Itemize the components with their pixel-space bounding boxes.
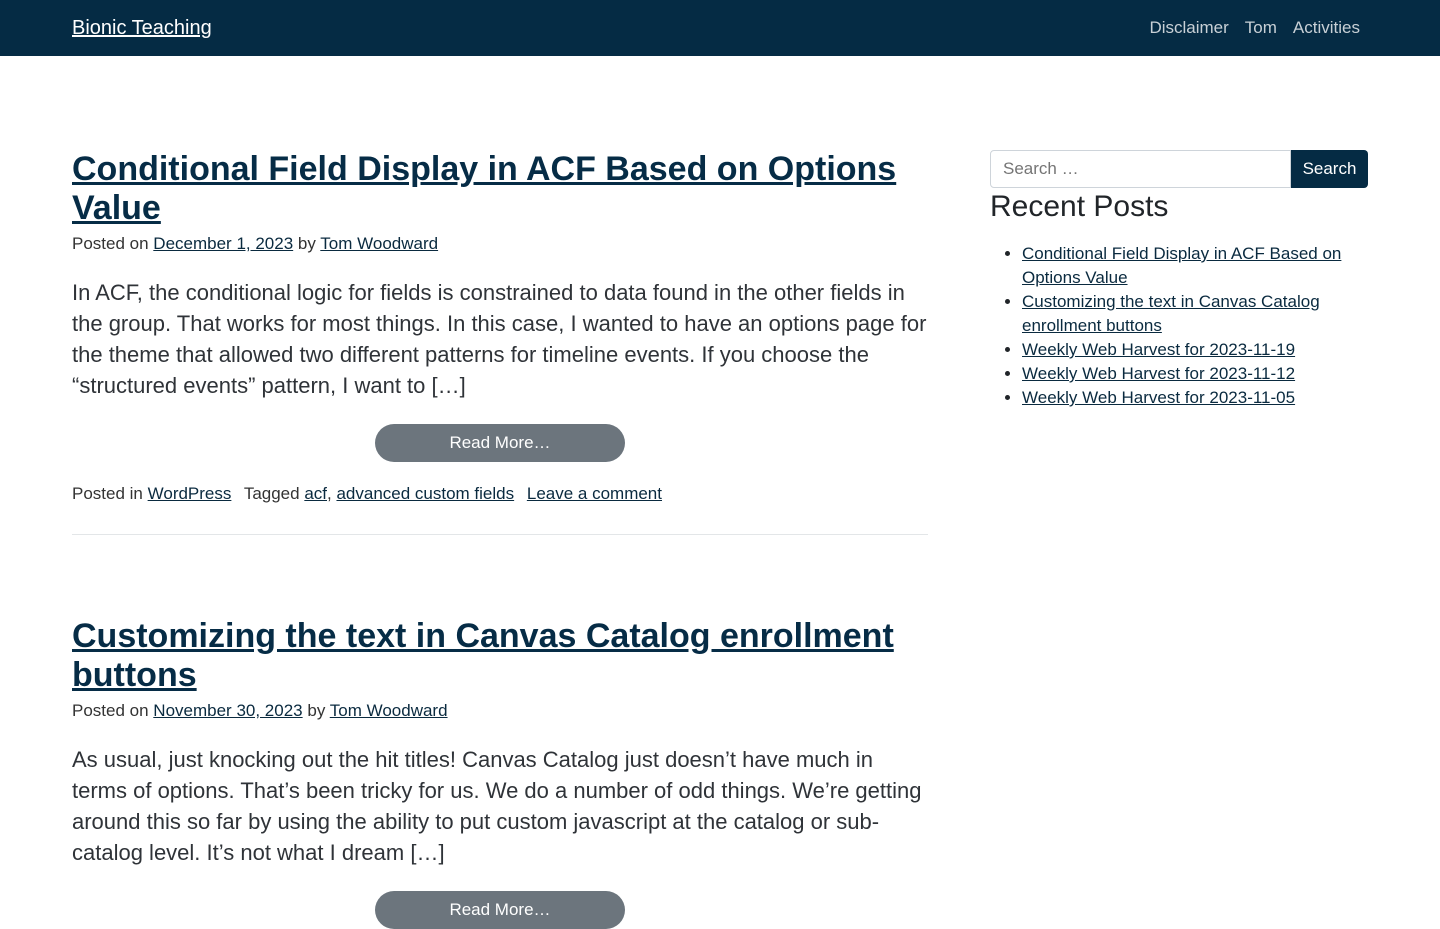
nav-item-disclaimer[interactable]: Disclaimer — [1149, 18, 1229, 37]
list-item — [1022, 386, 1368, 410]
site-header — [0, 0, 1440, 56]
post-meta — [72, 701, 928, 721]
recent-post-link[interactable]: Weekly Web Harvest for 2023-11-12 — [1022, 364, 1296, 383]
post-date-link[interactable]: December 1, 2023 — [153, 234, 294, 253]
post-title — [72, 150, 928, 228]
post-date-link[interactable]: November 30, 2023 — [153, 701, 303, 720]
by-label: by — [297, 234, 316, 253]
recent-posts-list — [990, 242, 1368, 410]
tagged-label: Tagged — [243, 484, 300, 503]
post-excerpt: As usual, just knocking out the hit titles! Canvas Catalog just doesn’t have much in terms of options. That’s been tricky for us. We do a number of odd things. We’re getting around this so far by using the ability to put custom javascript at the catalog or sub-catalog level. It’s not what I dream […] — [72, 747, 922, 865]
nav-item-activities[interactable]: Activities — [1292, 18, 1360, 37]
read-more-wrap — [72, 424, 928, 462]
recent-post-link[interactable]: Customizing the text in Canvas Catalog enrollment buttons — [1022, 292, 1320, 335]
post-meta — [72, 234, 928, 254]
list-item — [1022, 338, 1368, 362]
search-button[interactable]: Search — [1291, 150, 1368, 188]
list-item — [1022, 362, 1368, 386]
post-title-link[interactable]: Conditional Field Display in ACF Based on Options Value — [72, 150, 897, 227]
read-more-button[interactable]: Read More… — [375, 891, 625, 929]
post-article — [72, 617, 928, 929]
read-more-wrap — [72, 891, 928, 929]
post-title — [72, 617, 928, 695]
search-form — [990, 150, 1368, 188]
site-brand-link[interactable]: Bionic Teaching — [72, 16, 212, 39]
category-link[interactable]: WordPress — [147, 484, 232, 503]
main-content — [72, 150, 928, 929]
post-divider — [72, 534, 928, 535]
post-article — [72, 150, 928, 535]
sidebar — [990, 150, 1368, 410]
post-footer-meta: Posted in WordPress Tagged acf, advanced custom fields Leave a comment — [72, 484, 662, 503]
post-author-link[interactable]: Tom Woodward — [329, 701, 448, 720]
recent-post-link[interactable]: Weekly Web Harvest for 2023-11-05 — [1022, 388, 1296, 407]
nav-item-tom[interactable]: Tom — [1244, 18, 1277, 37]
post-author-link[interactable]: Tom Woodward — [320, 234, 439, 253]
posted-in-label: Posted in — [72, 484, 143, 503]
tag-link-acf[interactable]: acf — [304, 484, 328, 503]
post-excerpt: In ACF, the conditional logic for fields is constrained to data found in the other fields in the group. That works for most things. In this case, I wanted to have an options page for the theme that allowed two different patterns for timeline events. If you choose the “structured events” pattern, I want to […] — [72, 280, 927, 398]
leave-comment-link[interactable]: Leave a comment — [526, 484, 662, 503]
primary-nav — [1149, 18, 1360, 38]
posted-on-label: Posted on — [72, 701, 149, 720]
recent-post-link[interactable]: Conditional Field Display in ACF Based on Options Value — [1022, 244, 1342, 287]
tag-link-advanced-custom-fields[interactable]: advanced custom fields — [336, 484, 515, 503]
recent-post-link[interactable]: Weekly Web Harvest for 2023-11-19 — [1022, 340, 1296, 359]
post-title-link[interactable]: Customizing the text in Canvas Catalog enrollment buttons — [72, 617, 894, 694]
read-more-button[interactable]: Read More… — [375, 424, 625, 462]
search-input[interactable] — [990, 150, 1291, 188]
by-label: by — [307, 701, 326, 720]
list-item — [1022, 242, 1368, 290]
recent-posts-title: Recent Posts — [990, 190, 1169, 223]
posted-on-label: Posted on — [72, 234, 149, 253]
list-item — [1022, 290, 1368, 338]
